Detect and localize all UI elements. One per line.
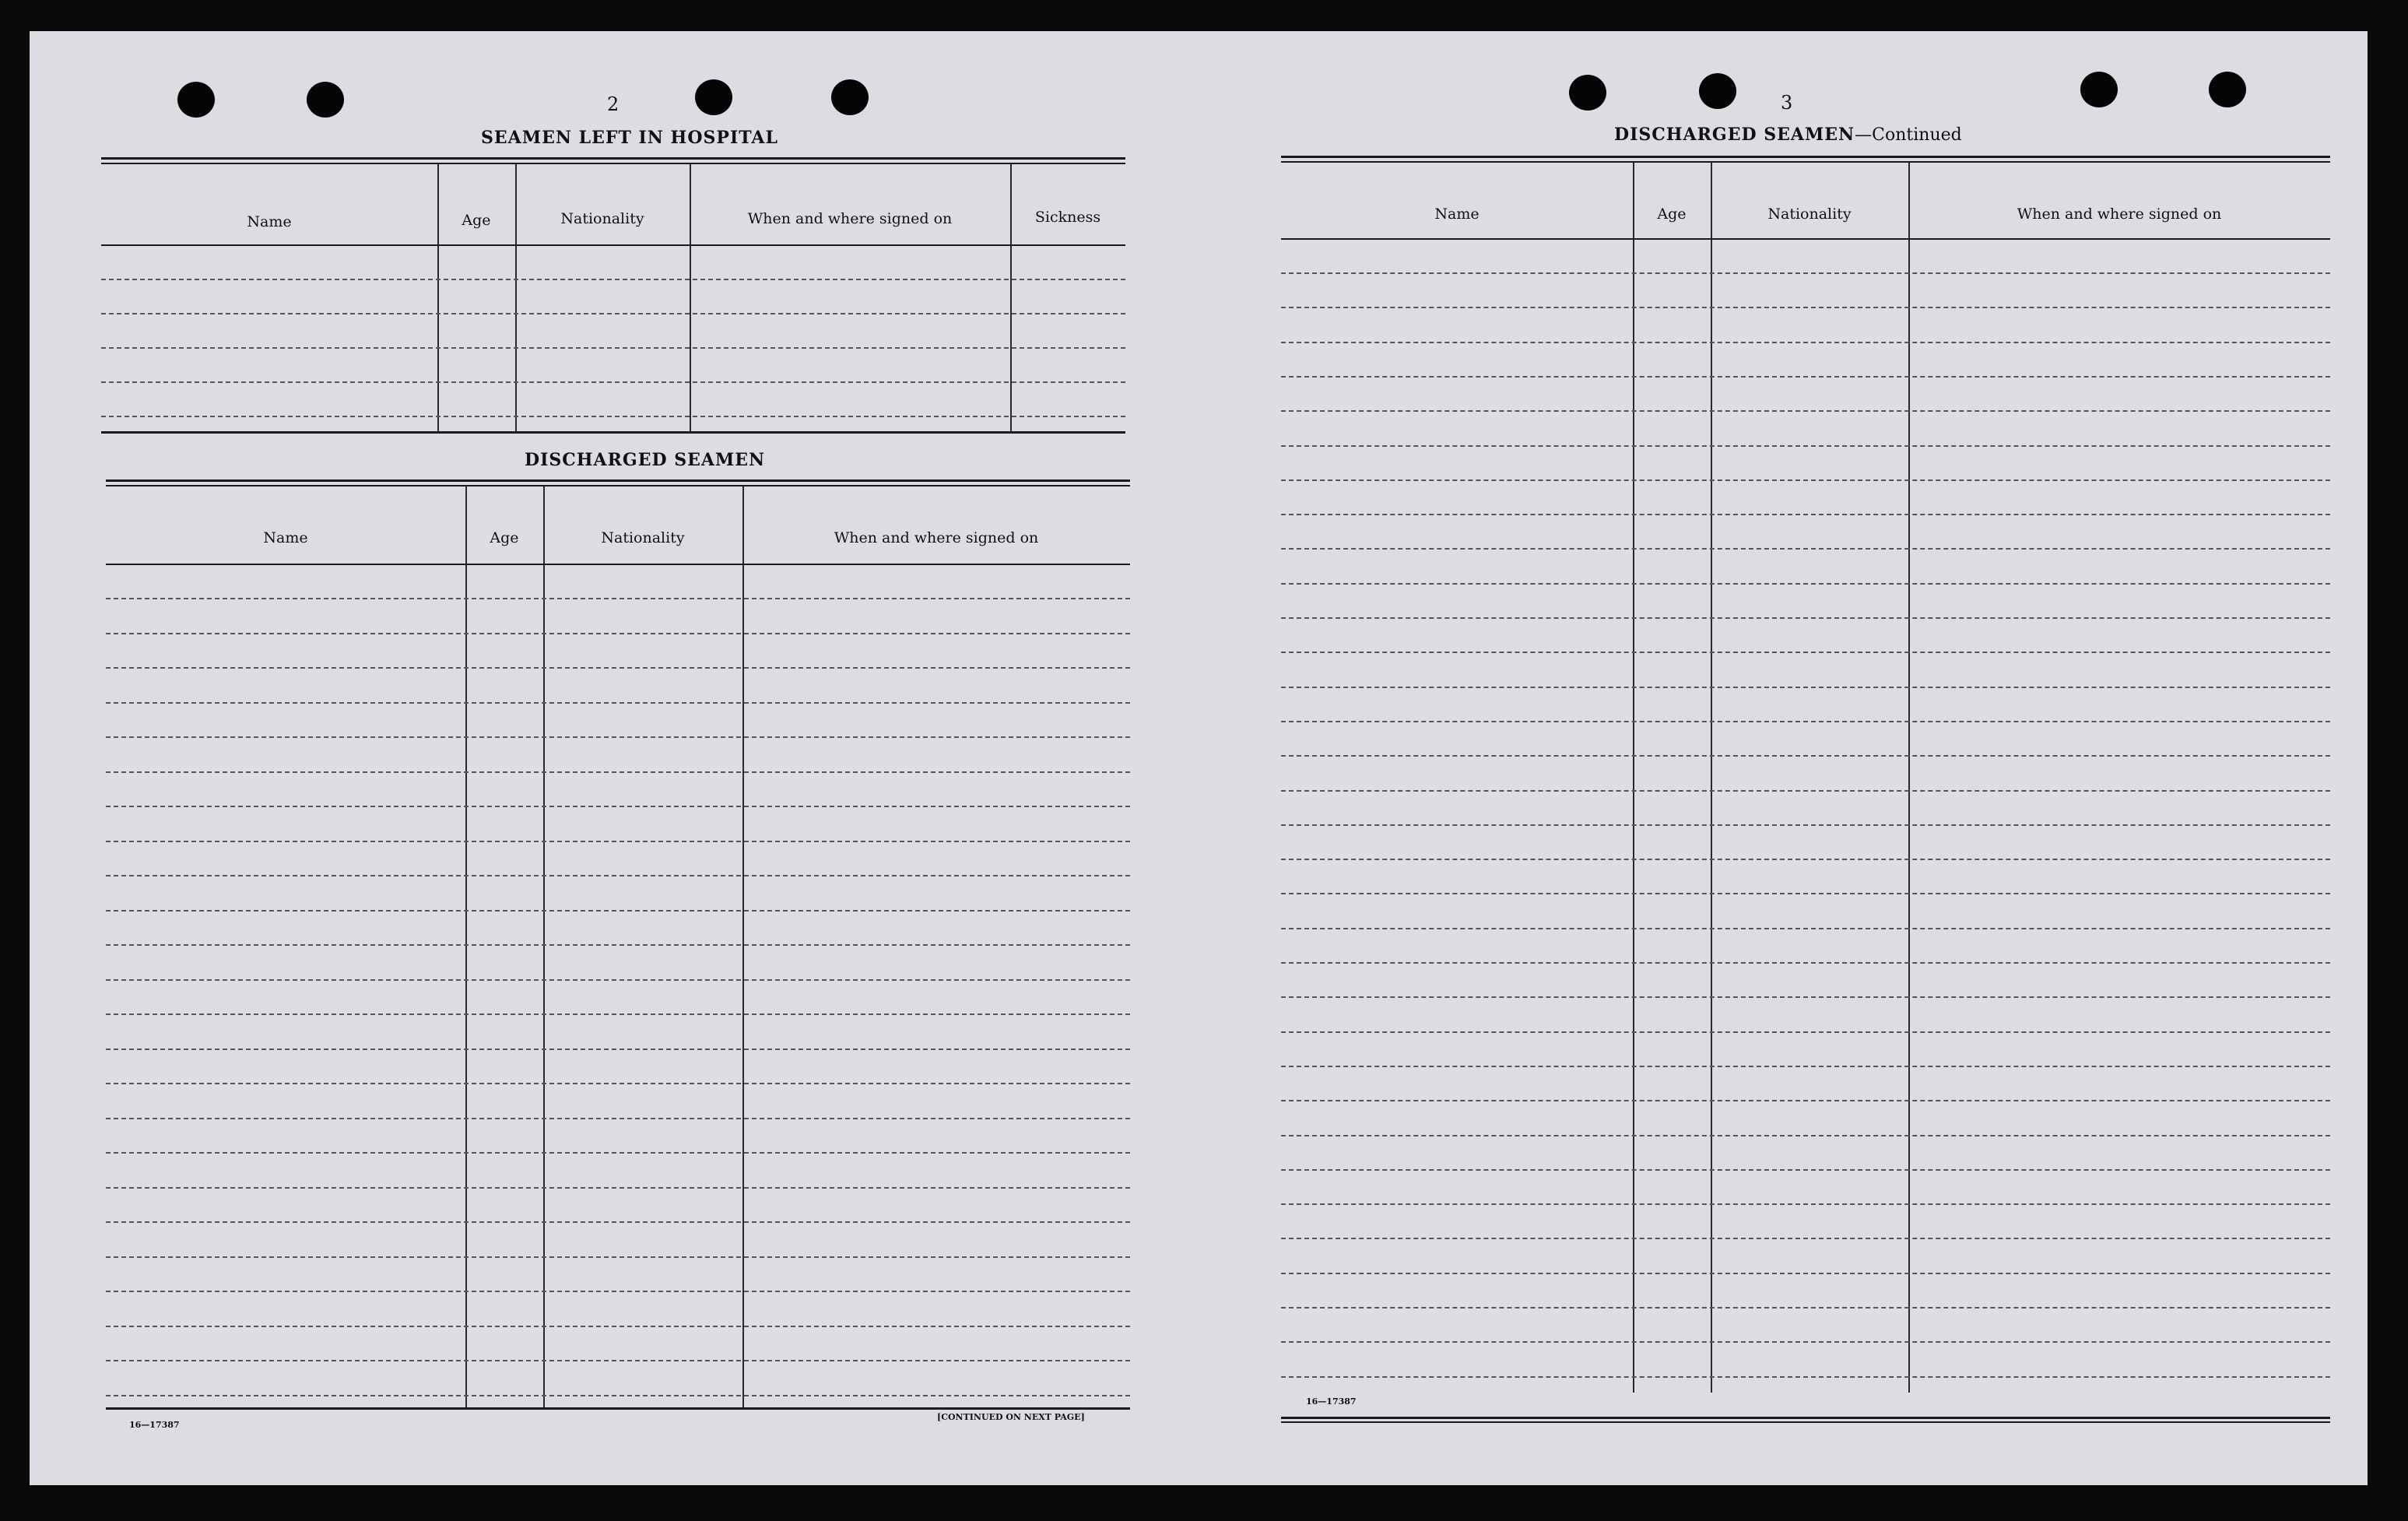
table-row — [1281, 342, 2330, 343]
discharged-table — [106, 479, 1130, 1445]
table-row — [106, 875, 1130, 876]
table-row — [106, 771, 1130, 773]
table-row — [101, 313, 1125, 314]
table-row — [1281, 1273, 2330, 1274]
table-row — [106, 667, 1130, 669]
table-row — [106, 979, 1130, 981]
continued-col-signed-on: When and where signed on — [2017, 205, 2222, 223]
table-row — [1281, 1135, 2330, 1136]
punch-hole — [177, 82, 215, 118]
table-row — [106, 1049, 1130, 1050]
table-row — [106, 841, 1130, 842]
hospital-section-title: SEAMEN LEFT IN HOSPITAL — [481, 128, 778, 148]
table-row — [1281, 928, 2330, 929]
table-row — [106, 806, 1130, 807]
table-row — [1281, 859, 2330, 860]
hospital-col-signed-on: When and where signed on — [747, 210, 953, 227]
table-row — [1281, 410, 2330, 412]
table-row — [1281, 652, 2330, 653]
punch-hole — [2080, 72, 2118, 107]
table-row — [1281, 479, 2330, 481]
table-row — [1281, 721, 2330, 722]
right-section-title-suffix: —Continued — [1855, 125, 1962, 145]
table-row — [106, 944, 1130, 946]
table-row — [106, 1013, 1130, 1015]
table-row — [1281, 272, 2330, 274]
table-row — [1281, 548, 2330, 550]
table-row — [1281, 996, 2330, 998]
discharged-col-age: Age — [490, 529, 519, 546]
left-page-number: 2 — [607, 93, 620, 115]
table-row — [106, 1221, 1130, 1223]
table-row — [106, 1256, 1130, 1258]
table-row — [1281, 824, 2330, 826]
table-row — [1281, 617, 2330, 619]
discharged-col-name: Name — [263, 529, 308, 546]
hospital-col-name: Name — [247, 213, 292, 230]
table-row — [106, 702, 1130, 704]
right-section-title-text: DISCHARGED SEAMEN — [1614, 125, 1855, 145]
hospital-col-age: Age — [462, 212, 491, 229]
table-row — [106, 1152, 1130, 1154]
table-row — [1281, 962, 2330, 964]
continued-col-age: Age — [1657, 205, 1687, 223]
table-row — [106, 633, 1130, 634]
table-row — [1281, 1066, 2330, 1067]
table-row — [1281, 1100, 2330, 1101]
table-row — [1281, 1238, 2330, 1239]
table-row — [101, 381, 1125, 383]
table-row — [1281, 1307, 2330, 1308]
punch-hole — [695, 79, 732, 115]
table-row — [106, 1395, 1130, 1396]
table-row — [1281, 1341, 2330, 1343]
table-row — [106, 910, 1130, 912]
table-row — [1281, 1169, 2330, 1171]
continued-note: [CONTINUED ON NEXT PAGE] — [937, 1412, 1085, 1422]
table-row — [1281, 755, 2330, 757]
document-spread — [30, 31, 2368, 1485]
table-row — [106, 1291, 1130, 1292]
right-section-title — [1614, 125, 1962, 145]
punch-hole — [1699, 73, 1736, 109]
table-row — [101, 416, 1125, 417]
hospital-table — [101, 157, 1125, 462]
discharged-continued-table — [1281, 156, 2330, 1432]
hospital-col-nationality: Nationality — [560, 210, 644, 227]
table-row — [1281, 307, 2330, 308]
punch-hole — [307, 82, 344, 118]
table-row — [106, 1083, 1130, 1084]
table-row — [106, 736, 1130, 738]
table-row — [106, 1187, 1130, 1189]
table-row — [106, 1360, 1130, 1361]
table-row — [106, 598, 1130, 599]
continued-col-nationality: Nationality — [1767, 205, 1852, 223]
table-row — [106, 1118, 1130, 1119]
left-form-number: 16—17387 — [129, 1420, 180, 1430]
table-row — [101, 347, 1125, 349]
table-row — [101, 279, 1125, 280]
table-row — [106, 1326, 1130, 1327]
table-row — [1281, 583, 2330, 585]
table-row — [1281, 790, 2330, 792]
discharged-col-nationality: Nationality — [601, 529, 685, 546]
discharged-section-title: DISCHARGED SEAMEN — [525, 450, 766, 470]
table-row — [1281, 376, 2330, 378]
punch-hole — [831, 79, 869, 115]
table-row — [1281, 1376, 2330, 1378]
punch-hole — [2209, 72, 2246, 107]
table-row — [1281, 445, 2330, 447]
table-row — [1281, 1031, 2330, 1033]
right-page-number: 3 — [1781, 92, 1793, 114]
discharged-col-signed-on: When and where signed on — [834, 529, 1039, 546]
table-row — [1281, 1203, 2330, 1205]
hospital-col-sickness: Sickness — [1034, 209, 1101, 226]
table-row — [1281, 514, 2330, 515]
right-form-number: 16—17387 — [1306, 1396, 1357, 1407]
continued-col-name: Name — [1434, 205, 1480, 223]
table-row — [1281, 893, 2330, 894]
punch-hole — [1569, 75, 1606, 111]
table-row — [1281, 687, 2330, 688]
